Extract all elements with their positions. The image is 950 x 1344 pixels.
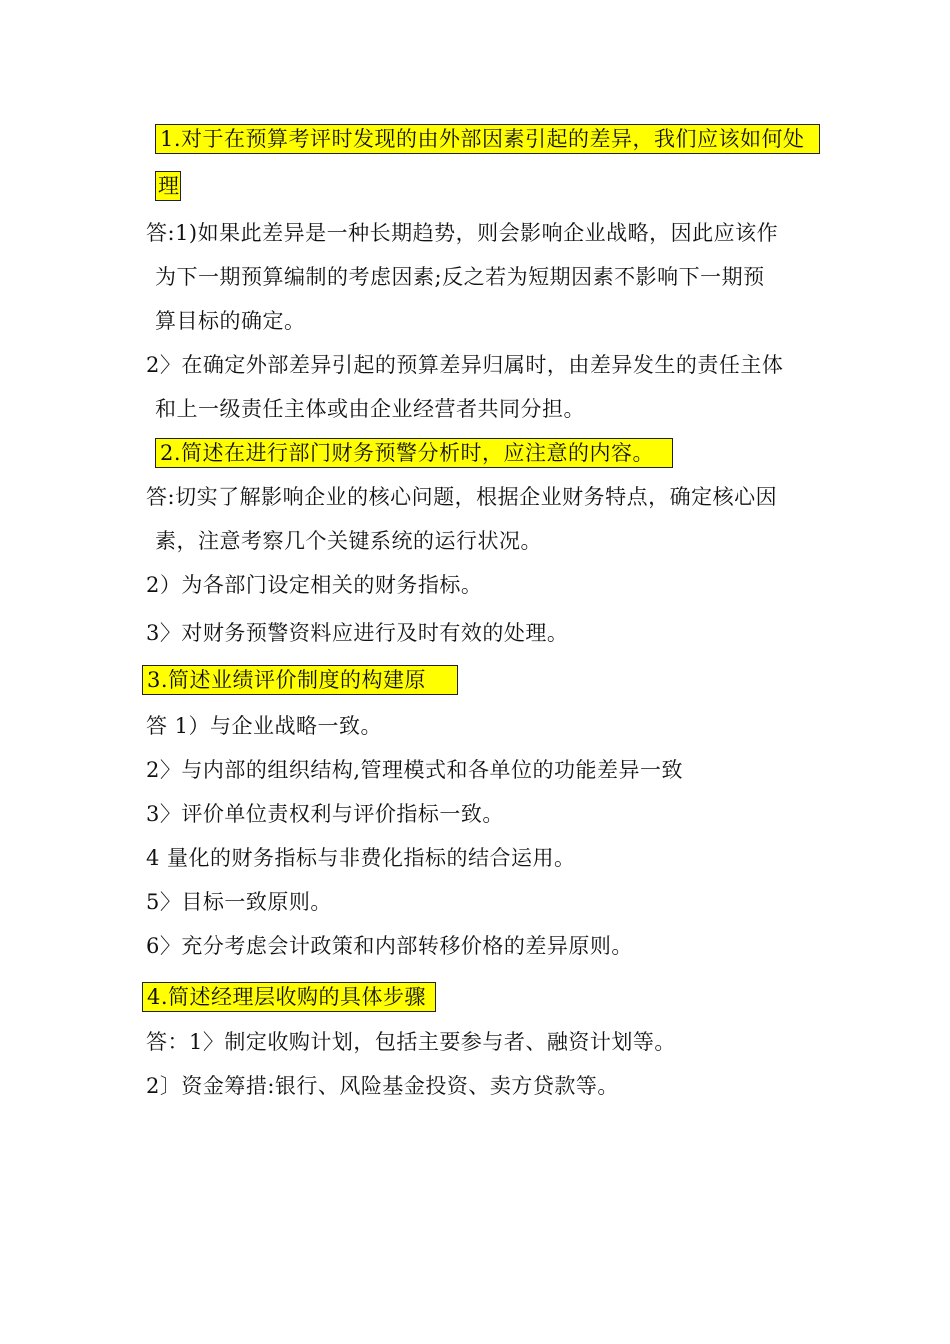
answer-1-line1: 答:1)如果此差异是一种长期趋势，则会影响企业战略，因此应该作 <box>146 221 779 245</box>
answer-3-point2: 2〉与内部的组织结构,管理模式和各单位的功能差异一致 <box>146 758 684 782</box>
question-4-title: 4.简述经理层收购的具体步骤 <box>142 982 436 1012</box>
answer-2-line2: 素，注意考察几个关键系统的运行状况。 <box>155 529 542 553</box>
answer-1-line2: 为下一期预算编制的考虑因素;反之若为短期因素不影响下一期预 <box>155 265 765 289</box>
answer-2-point2: 2）为各部门设定相关的财务指标。 <box>146 573 483 597</box>
question-2-title: 2.简述在进行部门财务预警分析时，应注意的内容。 <box>155 438 673 468</box>
answer-2-line1: 答:切实了解影响企业的核心问题，根据企业财务特点，确定核心因 <box>146 485 778 509</box>
answer-3-point4: 4 量化的财务指标与非费化指标的结合运用。 <box>146 846 576 870</box>
answer-2-point3: 3〉对财务预警资料应进行及时有效的处理。 <box>146 621 569 645</box>
question-1-title-line1: 1.对于在预算考评时发现的由外部因素引起的差异，我们应该如何处 <box>155 124 820 154</box>
answer-3-point5: 5〉目标一致原则。 <box>146 890 332 914</box>
answer-4-point1: 答：1〉制定收购计划，包括主要参与者、融资计划等。 <box>146 1030 676 1054</box>
question-1-title-line2: 理 <box>155 171 181 201</box>
question-3-title: 3.简述业绩评价制度的构建原 <box>142 665 458 695</box>
answer-3-point3: 3〉评价单位责权利与评价指标一致。 <box>146 802 504 826</box>
answer-1-point2-line1: 2〉在确定外部差异引起的预算差异归属时，由差异发生的责任主体 <box>146 353 784 377</box>
answer-1-point2-line2: 和上一级责任主体或由企业经营者共同分担。 <box>155 397 585 421</box>
answer-4-point2: 2〕资金筹措:银行、风险基金投资、卖方贷款等。 <box>146 1074 619 1098</box>
answer-1-line3: 算目标的确定。 <box>155 309 306 333</box>
answer-3-point6: 6〉充分考虑会计政策和内部转移价格的差异原则。 <box>146 934 633 958</box>
answer-3-point1: 答 1）与企业战略一致。 <box>146 714 383 738</box>
